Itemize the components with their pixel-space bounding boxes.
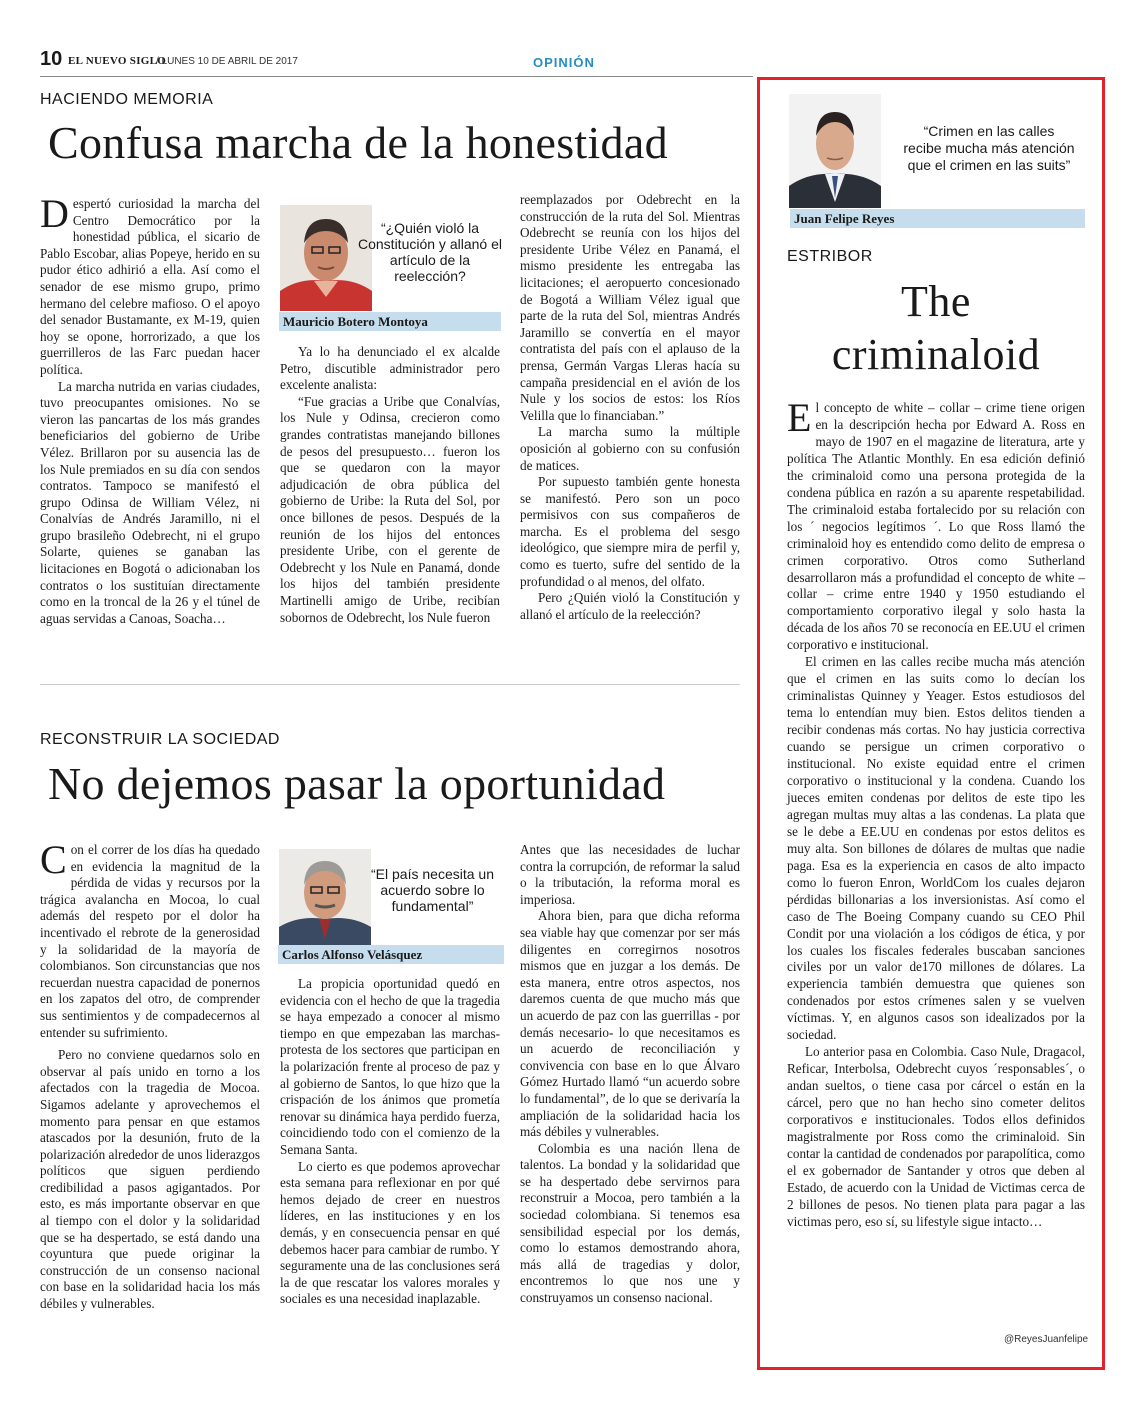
author-twitter-handle: @ReyesJuanfelipe <box>1004 1334 1089 1345</box>
article2-headline: No dejemos pasar la oportunidad <box>48 758 666 809</box>
paragraph: on el correr de los días ha quedado en evidencia la magnitud de la pérdida de vidas y recursos por la trágica avalancha en Mocoa, lo cual además del respeto por el dolor ha incentivado el rebrote de la generosidad y la solidaridad de la mayoría de colombianos. Son circunstancias que nos recuerdan nuestra capacidad de ponernos en los zapatos del otro, de comprender sus sentimientos y de compadecernos al entender su sufrimiento. <box>40 842 260 1040</box>
article3-kicker: ESTRIBOR <box>787 248 873 265</box>
article1-headline: Confusa marcha de la honestidad <box>48 117 668 168</box>
header-rule <box>40 76 753 77</box>
paragraph: Lo anterior pasa en Colombia. Caso Nule, Dragacol, Reficar, Interbolsa, Odebrecht cuyos ´responsables´, o andan sueltos, o tiene casa por cárcel o están en la cárcel, pero que no han hecho sino cometer delitos corporativos e institucionales. Todos ellos definidos magistralmente por Ross como the criminaloid. Sin contar la cantidad de condenados por parapolítica, como el ex gobernador de Santander y otros que deben al Estado, de acuerdo con la Unidad de Victimas cerca de 2 billones de pesos. No tienen plata para pagar a las victimas pero, eso sí, su lifestyle sigue intacto… <box>787 1044 1085 1229</box>
paragraph: La marcha nutrida en varias ciudades, tuvo preocupantes omisiones. No se vieron las pancartas de los más grandes beneficiarios del gobierno de Uribe Vélez. Brillaron por su ausencia las de los Nule premiados en su día con sendos contratos. Tampoco se manifestó el grupo Odinsa de William Vélez, ni Conalvías de Andrés Jaramillo, ni el grupo brasileño Odebrecht, ni el grupo Solarte, quienes se ganaban las licitaciones en Bogotá o adicionaban los contratos o los sustituían directamente como en la troncal de la 26 y el túnel de aguas servidas a Canoas, Soacha… <box>40 378 260 626</box>
author-photo-carlos-velasquez <box>279 849 371 945</box>
publication-date: / LUNES 10 DE ABRIL DE 2017 <box>156 56 298 67</box>
article3-pull-quote: “Crimen en las calles recibe mucha más atención que el crimen en las suits” <box>903 123 1075 173</box>
drop-cap: C <box>40 837 67 882</box>
article3-title-line1: The <box>901 277 971 326</box>
paragraph: La propicia oportunidad quedó en evidencia con el hecho de que la tragedia se haya empezado a conocer al mismo tiempo en que empezaban las marchas-protesta de los sectores que participan en la polarización frente al proceso de paz y al gobierno de Santos, lo que hizo que la crispación de los ánimos que prometía renovar su dinámica haya perdido fuerza, coincidiendo todo con el comienzo de la Semana Santa. <box>280 976 500 1157</box>
article1-column-3 <box>520 192 740 623</box>
paragraph: “Fue gracias a Uribe que Conalvías, los Nule y Odinsa, crecieron como grandes contratistas manejando billones de pesos del presupuesto… fueron los que se quedaron con la mayor adjudicación de obra pública del gobierno de Uribe: la Ruta del Sol, por once billones de pesos. Después de la reunión de los hijos del entonces presidente Uribe, con el gerente de Odebrecht y los Nule en Panamá, donde los hijos del también presidente Martinelli amigo de Uribe, recibían sobornos de Odebrecht, los Nule fueron <box>280 393 500 625</box>
article2-pull-quote: “El país necesita un acuerdo sobre lo fundamental” <box>371 866 494 914</box>
paragraph: Ya lo ha denunciado el ex alcalde Petro, discutible administrador pero excelente analista: <box>280 344 500 393</box>
article2-column-1 <box>40 837 260 1313</box>
article1-column-1 <box>40 191 260 627</box>
article1-kicker: HACIENDO MEMORIA <box>40 91 214 108</box>
article1-author-name: Mauricio Botero Montoya <box>279 312 501 331</box>
drop-cap: E <box>787 395 812 440</box>
paragraph: Lo cierto es que podemos aprovechar esta semana para reflexionar en por qué hemos dejado de creer en nuestros líderes, en las instituciones y en los demás, y en consecuencia pensar en qué debemos hacer para cambiar de rumbo. Y seguramente una de las conclusiones será la de que rescatar los valores morales y sociales es una necesidad inaplazable. <box>280 1158 500 1307</box>
paragraph: Pero ¿Quién violó la Constitución y allanó el artículo de la reelección? <box>520 590 740 622</box>
section-label: OPINIÓN <box>533 55 595 70</box>
article2-column-3 <box>520 842 740 1307</box>
paragraph: Por supuesto también gente honesta se manifestó. Pero son un poco permisivos con sus compañeros de marcha. Es el problema del sesgo ideológico, que siempre mira de perfil y, como es tuerto, sufre del sentido de la profundidad o al menos, del olfato. <box>520 474 740 589</box>
drop-cap: D <box>40 191 69 236</box>
article3-title-line2: criminaloid <box>831 330 1041 379</box>
article2-kicker: RECONSTRUIR LA SOCIEDAD <box>40 731 280 748</box>
article2-author-name: Carlos Alfonso Velásquez <box>278 945 504 964</box>
article3-author-name: Juan Felipe Reyes <box>790 209 1085 228</box>
paragraph: l concepto de white – collar – crime tiene origen en la descripción hecha por Edward A. Ross en mayo de 1907 en el magazine de literatura, arte y política The Atlantic Monthly. En esa edición definió the criminaloid como una persona protegida de la condena pública en razón a su aparente respetabilidad. The criminaloid estaba fortalecido por su relación con los ´ negocios legítimos ´. Lo que Ross llamó the criminaloid hoy es entendido como delito de empresa o crimen corporativo. Otros como Sutherland desarrollaron más a profundidad el concepto de white – collar – crime entre 1940 y 1950 estudiando el comportamiento corporativo ilegal y solo hasta la década de los años 70 se reconocía en EE.UU el crimen corporativo e institucional. <box>787 400 1085 653</box>
paragraph: La marcha sumo la múltiple oposición al gobierno con su confusión de matices. <box>520 424 740 473</box>
article-divider <box>40 684 740 685</box>
paragraph: Ahora bien, para que dicha reforma sea viable hay que comenzar por ser más diligentes en corregirnos nosotros mismos que en juzgar a los demás. De esta manera, entre otros aspectos, nos daremos cuenta de que mucho más que un acuerdo de paz con las guerrillas - por demás necesario- lo que necesitamos es un acuerdo de reconciliación y convivencia con base en lo que Álvaro Gómez Hurtado llamó “un acuerdo sobre lo fundamental”, de lo que se derivaría la ampliación de la solidaridad hacia los más débiles y vulnerables. <box>520 908 740 1140</box>
page-number: 10 <box>40 48 63 70</box>
author-photo-juan-felipe-reyes <box>789 94 881 208</box>
paragraph: Antes que las necesidades de luchar contra la corrupción, de reformar la salud o la tributación, la reforma moral es imperiosa. <box>520 842 740 907</box>
paragraph: Pero no conviene quedarnos solo en observar al país unido en torno a los afectados con la tragedia de Mocoa. Sigamos adelante y aprovechemos el momento para pensar en que estamos atascados por la desunión, fruto de la polarización alrededor de unos liderazgos políticos que siguen perdiendo credibilidad a pasos agigantados. Por esto, es más importante observar en que al tiempo con el dolor y la solidaridad que se ha despertado, se está dando una coyuntura que puede originar la construcción de un consenso nacional con base en la solidaridad hacia los más débiles y vulnerables. <box>40 1047 260 1312</box>
article3-body <box>787 395 1085 1231</box>
article1-pull-quote: “¿Quién violó la Constitución y allanó el artículo de la reelección? <box>358 220 502 284</box>
paragraph: reemplazados por Odebrecht en la construcción de la ruta del Sol. Mientras Odebrecht se reunía con los hijos del presidente Uribe Vélez en Panamá, el mismo presidente les entregaba las licitaciones; el aeropuerto concesionado de Bogotá a William Vélez igual que parte de la ruta del Sol, mientras Andrés Jaramillo se convertía en el mayor contratista del país con el aplauso de la prensa, Germán Vargas Lleras hacía su campaña presidencial en el avión de los Nule y los socios de estos: los Ríos Velilla que lo financiaban.” <box>520 192 740 423</box>
paragraph: Colombia es una nación llena de talentos. La bondad y la solidaridad que se ha despertado debe servirnos para reconstruir a Mocoa, pero también a la sociedad colombiana. Si tenemos esa sensibilidad especial por los demás, como lo estamos demostrando ahora, más allá de tragedias y dolor, encontremos lo que nos une y construyamos un consenso nacional. <box>520 1140 740 1306</box>
paragraph: espertó curiosidad la marcha del Centro Democrático por la honestidad pública, el sicario de Pablo Escobar, alias Popeye, herido en su pudor ético adhirió a ella. Así como el senador de ese mismo grupo, primo hermano del celebre mafioso. O el apoyo del senador Bustamante, ex M-19, quien hoy se opone, horrorizado, a que los guerrilleros de las Farc puedan hacer política. <box>40 196 260 377</box>
article2-column-2 <box>280 976 500 1308</box>
publication-name: EL NUEVO SIGLO <box>68 55 167 67</box>
article1-column-2 <box>280 344 500 626</box>
paragraph: El crimen en las calles recibe mucha más atención que el crimen en las suits como lo decían los criminalistas Quinney y Yeager. Estos estudiosos del tema lo entendían muy bien. Estos delitos tienden a recibir condenas más cortas. No hay justicia correctiva cuando se persigue un crimen corporativo o institucional. No existe equidad entre el crimen corporativo o institucional y la condena. Cuando los jueces emiten condenas por delitos de este tipo les agregan multas muy altas a las condenas. La plata que se le debe a EE.UU en condenas por estos delitos es muy alta. Son billones de dólares de multas que nadie paga. Esa es la experiencia en casos de alto impacto como lo fueron Enron, WorldCom los cuales dejaron pérdidas billonarias a los inversionistas. Así como el caso de The Boeing Company cuando su CEO Phil Condit por una violación a los códigos de ética, y por los cuales los fiscales federales buscaban sanciones civiles por un valor de170 millones de dólares. La experiencia también demuestra que quienes son condenados por estos crímenes salen y se vuelven víctimas. Y, en algunos casos son idealizados por la sociedad. <box>787 654 1085 1043</box>
